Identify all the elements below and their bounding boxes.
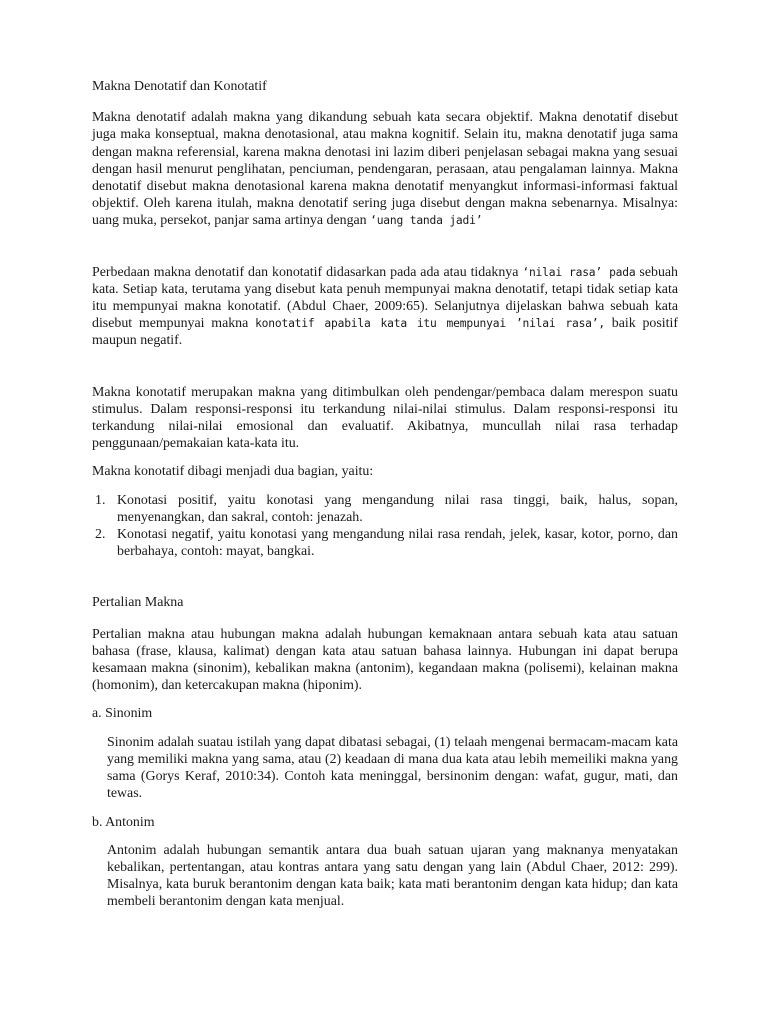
list-item [92,526,678,560]
list-item-text: Konotasi negatif, yaitu konotasi yang mengandung nilai rasa rendah, jelek, kasar, kotor, porno, dan berbahaya, contoh: mayat, bangkai. [117,527,678,560]
paragraph-pertalian-makna: Pertalian makna atau hubungan makna adalah hubungan kemaknaan antara sebuah kata atau satuan bahasa (frase, klausa, kalimat) dengan kata atau satuan bahasa lainnya. Hubungan ini dapat berupa kesamaan makna (sinonim), kebalikan makna (antonim), kegandaan makna (polisemi), kelainan makna (homonim), dan ketercakupan makna (hiponim). [92,626,678,694]
paragraph-text: Perbedaan makna denotatif dan konotatif didasarkan pada ada atau tidaknya [92,264,519,280]
konotasi-list [92,492,678,561]
section-title-pertalian-makna: Pertalian Makna [92,595,184,611]
paragraph-konotatif-dibagi: Makna konotatif dibagi menjadi dua bagian, yaitu: [92,464,374,480]
paragraph-perbedaan-makna [92,264,678,350]
paragraph-text: sebuah kata. Setiap kata, terutama yang disebut kata penuh mempunyai makna denotatif, tetapi tidak setiap kata itu mempunyai makna konotatif. (Abdul Chaer, 2009:65). Selanjutnya dijelaskan bahwa sebuah kata disebut mempunyai makna [92,264,678,332]
list-item-number: 2. [95,527,106,543]
paragraph-makna-konotatif: Makna konotatif merupakan makna yang ditimbulkan oleh pendengar/pembaca dalam merespon suatu stimulus. Dalam responsi-responsi itu terkandung nilai-nilai stimulus. Dalam responsi-responsi itu terkandung nilai-nilai emosional dan evaluatif. Akibatnya, muncullah nilai rasa terhadap penggunaan/pemakaian kata-kata itu. [92,384,678,452]
subheading-sinonim: a. Sinonim [92,706,153,722]
spacer [92,831,678,842]
spacer [92,803,678,814]
paragraph-antonim: Antonim adalah hubungan semantik antara dua buah satuan ujaran yang maknanya menyatakan kebalikan, pertentangan, atau kontras antara yang satu dengan yang lain (Abdul Chaer, 2012: 299). Misalnya, kata buruk berantonim dengan kata baik; kata mati berantonim dengan kata hidup; dan kata membeli berantonim dengan kata menjual. [107,842,678,910]
paragraph-text: Makna denotatif adalah makna yang dikandung sebuah kata secara objektif. Makna denotatif disebut juga maka konseptual, makna denotasional, atau makna kognitif. Selain itu, makna denotatif juga sama dengan makna referensial, karena makna denotasi ini lazim diberi penjelasan sebagai makna yang sesuai dengan hasil menurut penglihatan, penciuman, pendengaran, perasaan, atau pengalaman lainnya. Makna denotatif disebut makna denotasional karena makna denotatif menyangkut informasi-informasi faktual objektif. Oleh karena itulah, makna denotatif sering juga disebut dengan makna sebenarnya. Misalnya: uang muka, persekot, panjar sama artinya dengan [92,110,678,229]
list-item-number: 1. [95,492,106,508]
spacer [92,694,678,705]
subheading-antonim: b. Antonim [92,814,155,830]
list-item [92,492,678,526]
example-term: ‘nilai rasa’ pada [522,265,636,279]
paragraph-denotatif-definition [92,109,678,229]
spacer [92,560,678,594]
spacer [92,481,678,492]
paragraph-text: baik positif maupun negatif. [92,316,678,349]
text-column [92,78,678,911]
spacer [92,723,678,734]
paragraph-sinonim: Sinonim adalah suatau istilah yang dapat dibatasi sebagai, (1) telaah mengenai bermacam-macam kata yang memiliki makna yang sama, atau (2) keadaan di mana dua kata atau lebih memeiliki makna yang sama (Gorys Keraf, 2010:34). Contoh kata meninggal, bersinonim dengan: wafat, gugur, mati, dan tewas. [107,734,678,802]
spacer [92,230,678,264]
example-term: konotatif apabila kata itu mempunyai ’nilai rasa’, [255,317,605,331]
list-item-text: Konotasi positif, yaitu konotasi yang mengandung nilai rasa tinggi, baik, halus, sopan, menyenangkan, dan sakral, contoh: jenazah. [117,492,678,525]
example-term: ‘uang tanda jadi’ [370,214,483,228]
section-title-makna-denotatif-konotatif: Makna Denotatif dan Konotatif [92,79,267,94]
spacer [92,452,678,463]
spacer [92,350,678,384]
